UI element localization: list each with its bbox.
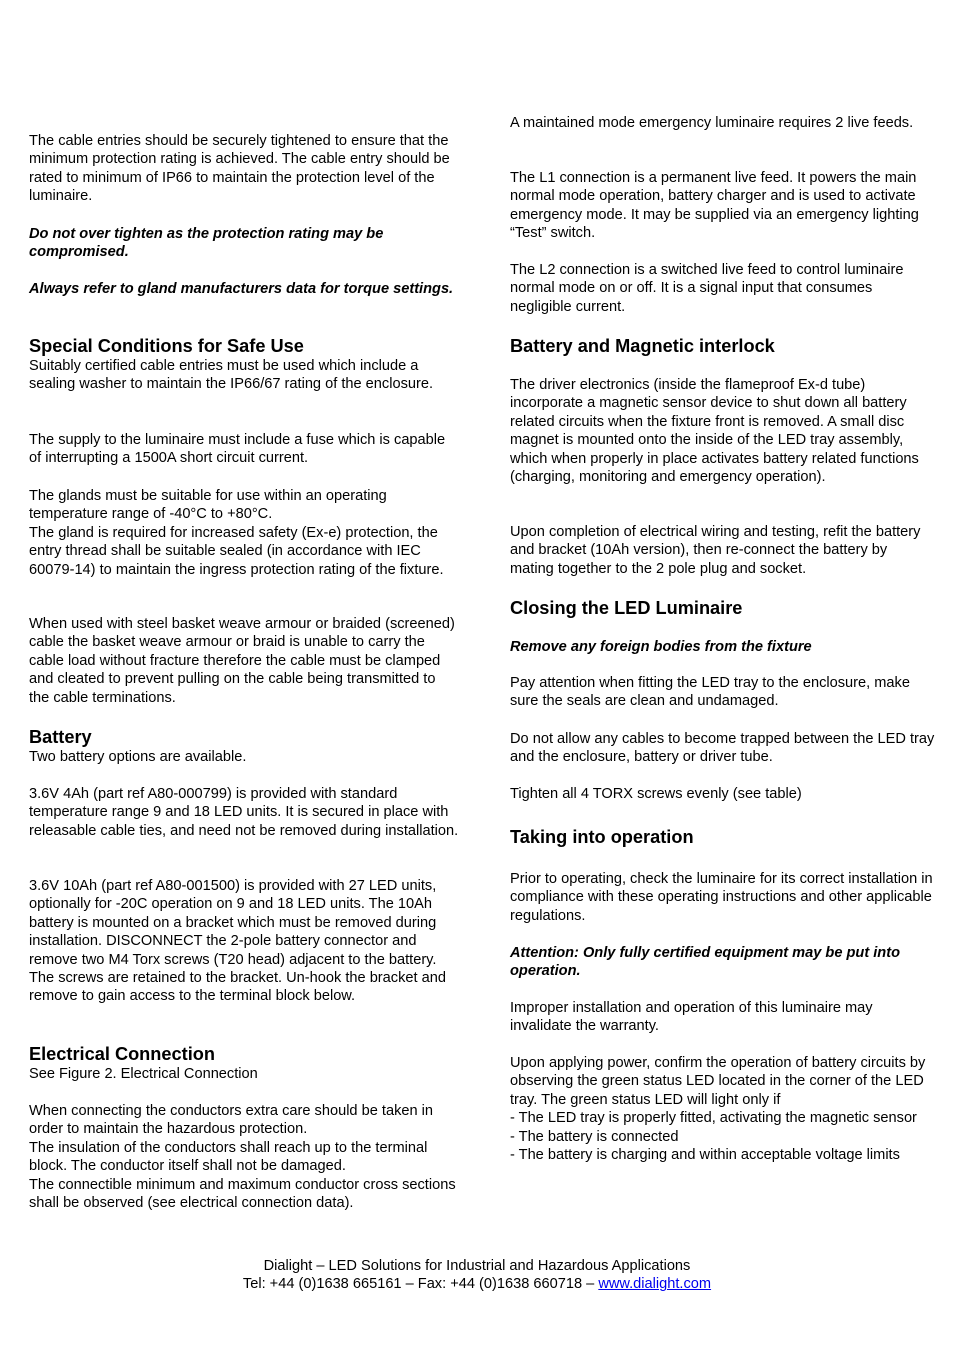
operation-paragraph-2: Improper installation and operation of this luminaire may invalidate the warranty. (510, 1000, 873, 1035)
section-heading-special-conditions: Special Conditions for Safe Use (29, 336, 304, 356)
footer-contact-line (0, 1275, 954, 1293)
website-link[interactable]: www.dialight.com (598, 1276, 712, 1293)
closing-paragraph-3: Tighten all 4 TORX screws evenly (see table) (510, 786, 802, 802)
battery-paragraph-2: 3.6V 4Ah (part ref A80-000799) is provided with standard temperature range 9 and 18 LED units. It is secured in place with releasable cable ties, and need not be removed during installation. (29, 786, 459, 839)
battery-paragraph-3: 3.6V 10Ah (part ref A80-001500) is provided with 27 LED units, optionally for -20C operation on 9 and 18 LED units. The 10Ah battery is mounted on a bracket which must be removed during installation. DISCONNECT the 2-pole battery connector and remove two M4 Torx screws (T20 head) adjacent to the battery. The screws are retained to the bracket. Un-hook the bracket and remove to gain access to the terminal block below. (29, 878, 446, 1005)
maintained-paragraph-3: The L2 connection is a switched live feed to control luminaire normal mode on or off. It is a signal input that consumes negligible current. (510, 262, 904, 315)
section-heading-electrical-connection: Electrical Connection (29, 1044, 215, 1064)
maintained-paragraph-2: The L1 connection is a permanent live feed. It powers the main normal mode operation, battery charger and is used to activate emergency mode. It may be supplied via an emergency lighting “Test” switch. (510, 170, 919, 242)
footer-company-line: Dialight – LED Solutions for Industrial and Hazardous Applications (263, 1258, 691, 1274)
operation-paragraph-1: Prior to operating, check the luminaire for its correct installation in compliance with these operating instructions and other applicable regulations. (510, 871, 933, 924)
interlock-paragraph-2: Upon completion of electrical wiring and testing, refit the battery and bracket (10Ah version), then re-connect the battery by mating together to the 2 pole plug and socket. (510, 524, 921, 577)
section-heading-battery: Battery (29, 727, 92, 747)
electrical-paragraph-2: When connecting the conductors extra care should be taken in order to maintain the hazardous protection. The insulation of the conductors shall reach up to the terminal block. The conductor itself shall not be damaged. The connectible minimum and maximum conductor cross sections shall be observed (see electrical connection data). (29, 1103, 456, 1212)
special-conditions-paragraph-4: When used with steel basket weave armour or braided (screened) cable the basket weave armour or braid is unable to carry the cable load without fracture therefore the cable must be clamped and cleated to prevent pulling on the cable being transmitted to the cable terminations. (29, 616, 455, 706)
section-heading-taking-into-operation: Taking into operation (510, 827, 694, 847)
warning-foreign-bodies: Remove any foreign bodies from the fixture (510, 639, 812, 655)
special-conditions-paragraph-1: Suitably certified cable entries must be used which include a sealing washer to maintain the IP66/67 rating of the enclosure. (29, 358, 434, 393)
footer-contact-text: Tel: +44 (0)1638 665161 – Fax: +44 (0)1638 660718 – (242, 1276, 599, 1293)
footer (0, 1257, 954, 1294)
closing-paragraph-1: Pay attention when fitting the LED tray to the enclosure, make sure the seals are clean and undamaged. (510, 675, 910, 710)
operation-paragraph-3: Upon applying power, confirm the operation of battery circuits by observing the green status LED located in the corner of the LED tray. The green status LED will light only if - The LED tray is properly fitted, activating the magnetic sensor - The battery is connected - The battery is charging and within acceptable voltage limits (510, 1055, 926, 1164)
warning-over-tighten: Do not over tighten as the protection rating may be compromised. (29, 226, 384, 261)
special-conditions-paragraph-2: The supply to the luminaire must include a fuse which is capable of interrupting a 1500A short circuit current. (29, 432, 446, 467)
closing-paragraph-2: Do not allow any cables to become trapped between the LED tray and the enclosure, battery or driver tube. (510, 731, 935, 766)
special-conditions-paragraph-3: The glands must be suitable for use within an operating temperature range of -40°C to +80°C. The gland is required for increased safety (Ex-e) protection, the entry thread shall be suitable sealed (in accordance with IEC 60079-14) to maintain the ingress protection rating of the fixture. (29, 488, 444, 578)
section-heading-closing-luminaire: Closing the LED Luminaire (510, 598, 743, 618)
section-heading-battery-interlock: Battery and Magnetic interlock (510, 336, 775, 356)
cable-entries-paragraph: The cable entries should be securely tightened to ensure that the minimum protection rating is achieved. The cable entry should be rated to minimum of IP66 to maintain the protection level of the luminaire. (29, 133, 450, 205)
electrical-paragraph-1: See Figure 2. Electrical Connection (29, 1066, 258, 1082)
maintained-paragraph-1: A maintained mode emergency luminaire requires 2 live feeds. (510, 115, 914, 131)
warning-certified-equipment: Attention: Only fully certified equipment may be put into operation. (510, 945, 900, 980)
interlock-paragraph-1: The driver electronics (inside the flameproof Ex-d tube) incorporate a magnetic sensor device to shut down all battery related circuits when the fixture front is removed. A small disc magnet is mounted onto the inside of the LED tray assembly, which when properly in place activates battery related functions (charging, monitoring and emergency operation). (510, 377, 919, 486)
warning-gland-torque: Always refer to gland manufacturers data for torque settings. (29, 281, 454, 297)
battery-paragraph-1: Two battery options are available. (29, 749, 247, 765)
